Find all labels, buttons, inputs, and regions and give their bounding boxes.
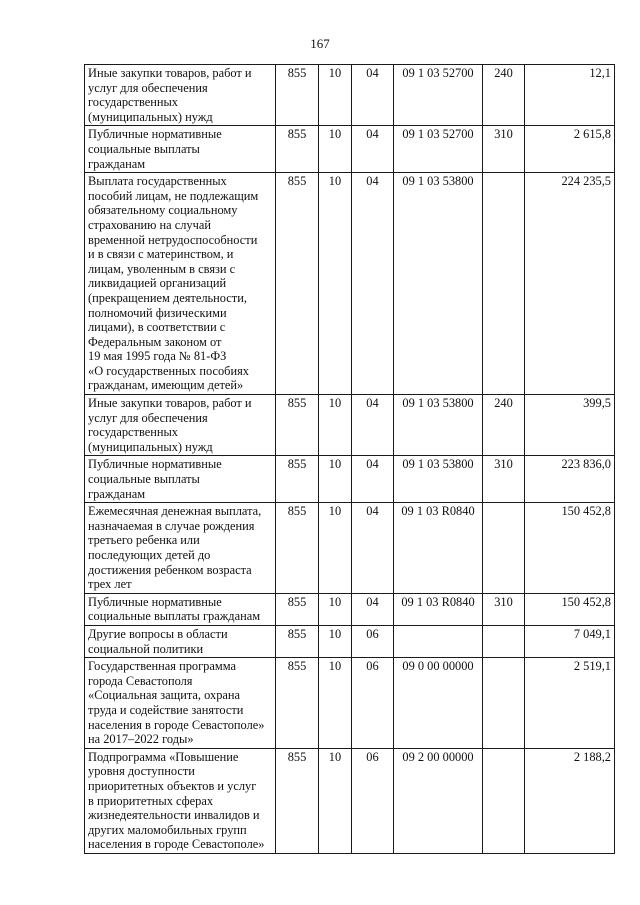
target-article-cell: 09 1 03 R0840: [394, 503, 483, 594]
department-code-cell: 855: [276, 503, 319, 594]
row-name-cell: Государственная программа города Севастополя «Социальная защита, охрана труда и содействие занятости населения в городе Севастополе» на 2017–2022 годы»: [85, 658, 276, 749]
department-code-cell: 855: [276, 456, 319, 503]
subsection-code-cell: 04: [352, 503, 394, 594]
department-code-cell: 855: [276, 625, 319, 657]
amount-cell: 150 452,8: [525, 593, 615, 625]
budget-table-body: [85, 65, 615, 854]
row-name-cell: Иные закупки товаров, работ и услуг для обеспечения государственных (муниципальных) нужд: [85, 395, 276, 456]
subsection-code-cell: 06: [352, 748, 394, 853]
department-code-cell: 855: [276, 173, 319, 395]
amount-cell: 224 235,5: [525, 173, 615, 395]
expense-type-cell: 240: [483, 395, 525, 456]
amount-cell: 12,1: [525, 65, 615, 126]
subsection-code-cell: 06: [352, 658, 394, 749]
table-row: [85, 173, 615, 395]
table-row: [85, 658, 615, 749]
section-code-cell: 10: [319, 748, 352, 853]
subsection-code-cell: 04: [352, 456, 394, 503]
table-row: [85, 126, 615, 173]
expense-type-cell: [483, 625, 525, 657]
amount-cell: 2 188,2: [525, 748, 615, 853]
target-article-cell: [394, 625, 483, 657]
target-article-cell: 09 1 03 52700: [394, 126, 483, 173]
department-code-cell: 855: [276, 593, 319, 625]
subsection-code-cell: 04: [352, 395, 394, 456]
row-name-cell: Ежемесячная денежная выплата, назначаемая в случае рождения третьего ребенка или последующих детей до достижения ребенком возраста трех лет: [85, 503, 276, 594]
row-name-cell: Публичные нормативные социальные выплаты гражданам: [85, 126, 276, 173]
department-code-cell: 855: [276, 748, 319, 853]
subsection-code-cell: 04: [352, 173, 394, 395]
page-number: 167: [310, 36, 330, 51]
target-article-cell: 09 1 03 53800: [394, 456, 483, 503]
expense-type-cell: 310: [483, 126, 525, 173]
table-row: [85, 65, 615, 126]
subsection-code-cell: 04: [352, 65, 394, 126]
expense-type-cell: [483, 173, 525, 395]
table-row: [85, 625, 615, 657]
department-code-cell: 855: [276, 126, 319, 173]
row-name-cell: Публичные нормативные социальные выплаты гражданам: [85, 593, 276, 625]
row-name-cell: Другие вопросы в области социальной политики: [85, 625, 276, 657]
department-code-cell: 855: [276, 658, 319, 749]
table-row: [85, 593, 615, 625]
expense-type-cell: [483, 503, 525, 594]
table-row: [85, 503, 615, 594]
target-article-cell: 09 1 03 53800: [394, 395, 483, 456]
section-code-cell: 10: [319, 126, 352, 173]
expense-type-cell: [483, 658, 525, 749]
expense-type-cell: 310: [483, 456, 525, 503]
row-name-cell: Публичные нормативные социальные выплаты гражданам: [85, 456, 276, 503]
table-row: [85, 456, 615, 503]
amount-cell: 7 049,1: [525, 625, 615, 657]
subsection-code-cell: 06: [352, 625, 394, 657]
budget-table: [84, 64, 615, 854]
target-article-cell: 09 1 03 52700: [394, 65, 483, 126]
expense-type-cell: 310: [483, 593, 525, 625]
table-row: [85, 395, 615, 456]
target-article-cell: 09 1 03 53800: [394, 173, 483, 395]
row-name-cell: Иные закупки товаров, работ и услуг для обеспечения государственных (муниципальных) нужд: [85, 65, 276, 126]
amount-cell: 223 836,0: [525, 456, 615, 503]
amount-cell: 399,5: [525, 395, 615, 456]
target-article-cell: 09 1 03 R0840: [394, 593, 483, 625]
row-name-cell: Подпрограмма «Повышение уровня доступности приоритетных объектов и услуг в приоритетных сферах жизнедеятельности инвалидов и других маломобильных групп населения в городе Севастополе»: [85, 748, 276, 853]
table-row: [85, 748, 615, 853]
section-code-cell: 10: [319, 593, 352, 625]
expense-type-cell: [483, 748, 525, 853]
section-code-cell: 10: [319, 625, 352, 657]
amount-cell: 2 519,1: [525, 658, 615, 749]
row-name-cell: Выплата государственных пособий лицам, не подлежащим обязательному социальному страхованию на случай временной нетрудоспособности и в связи с материнством, и лицам, уволенным в связи с ликвидацией организаций (прекращением деятельности, полномочий физическими лицами), в соответствии с Федеральным законом от 19 мая 1995 года № 81-ФЗ «О государственных пособиях гражданам, имеющим детей»: [85, 173, 276, 395]
section-code-cell: 10: [319, 395, 352, 456]
amount-cell: 2 615,8: [525, 126, 615, 173]
target-article-cell: 09 0 00 00000: [394, 658, 483, 749]
section-code-cell: 10: [319, 456, 352, 503]
department-code-cell: 855: [276, 395, 319, 456]
subsection-code-cell: 04: [352, 126, 394, 173]
amount-cell: 150 452,8: [525, 503, 615, 594]
section-code-cell: 10: [319, 65, 352, 126]
department-code-cell: 855: [276, 65, 319, 126]
expense-type-cell: 240: [483, 65, 525, 126]
subsection-code-cell: 04: [352, 593, 394, 625]
section-code-cell: 10: [319, 503, 352, 594]
target-article-cell: 09 2 00 00000: [394, 748, 483, 853]
section-code-cell: 10: [319, 173, 352, 395]
section-code-cell: 10: [319, 658, 352, 749]
